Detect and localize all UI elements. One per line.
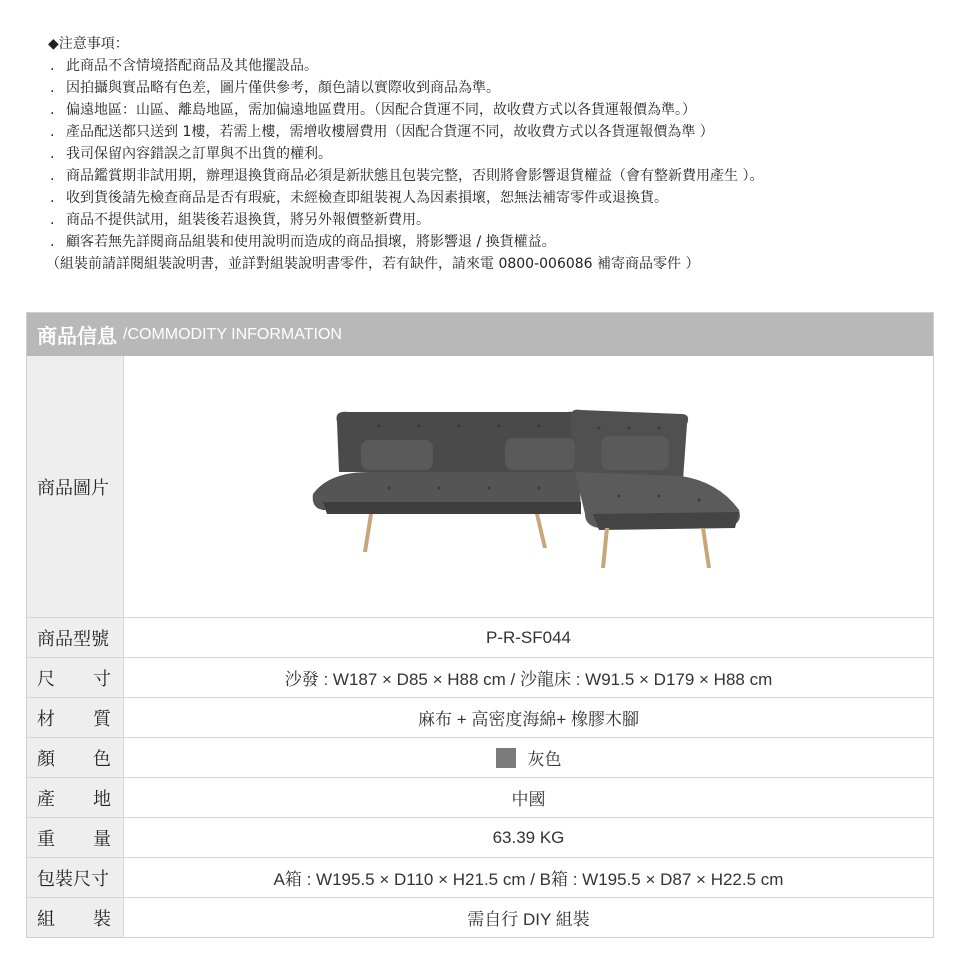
size-value: 沙發 : W187 × D85 × H88 cm / 沙龍床 : W91.5 × D179 × H88 cm (284, 670, 773, 689)
label-char: 寸 (93, 668, 111, 690)
note-text: 商品不提供試用，組裝後若退換貨，將另外報價整新費用。 (66, 212, 430, 228)
label-char: 地 (93, 788, 111, 810)
notes-title: ◆注意事項： (48, 36, 129, 52)
label-char: 量 (93, 828, 111, 850)
table-header (27, 313, 933, 356)
row-label: 商品型號 (27, 618, 124, 657)
list-item (48, 187, 948, 209)
list-item (48, 77, 948, 99)
model-value: P-R-SF044 (485, 627, 572, 647)
note-text: 收到貨後請先檢查商品是否有瑕疵，未經檢查即組裝視人為因素損壞，恕無法補寄零件或退換貨。 (66, 190, 668, 206)
table-row (27, 657, 933, 697)
row-label: 包裝尺寸 (27, 858, 124, 897)
table-row (27, 817, 933, 857)
list-item (48, 209, 948, 231)
note-text: 因拍攝與實品略有色差，圖片僅供參考，顏色請以實際收到商品為準。 (66, 80, 500, 96)
table-row (27, 617, 933, 657)
row-label (27, 898, 124, 937)
row-label (27, 738, 124, 777)
commodity-info-table (26, 312, 934, 938)
label-char: 顏 (37, 748, 55, 770)
bullet: . (50, 80, 55, 96)
label-char: 組 (37, 908, 55, 930)
cushion-left (361, 440, 433, 470)
product-image-cell (124, 356, 933, 617)
bullet: . (50, 190, 55, 206)
label-char: 重 (37, 828, 55, 850)
list-item (48, 165, 948, 187)
material-value: 麻布 + 高密度海綿+ 橡膠木腳 (417, 710, 640, 729)
list-item (48, 121, 948, 143)
note-text: 此商品不含情境搭配商品及其他擺設品。 (66, 58, 318, 74)
label-char: 質 (93, 708, 111, 730)
table-row (27, 737, 933, 777)
table-row (27, 697, 933, 737)
table-row (27, 356, 933, 617)
list-item (48, 231, 948, 253)
header-subtitle: /COMMODITY INFORMATION (123, 325, 342, 343)
color-value: 灰色 (527, 750, 562, 769)
row-label (27, 698, 124, 737)
note-text: 顧客若無先詳閱商品組裝和使用說明而造成的商品損壞，將影響退 / 換貨權益。 (66, 234, 556, 250)
bullet: . (50, 146, 55, 162)
color-value-cell (124, 738, 933, 777)
bullet: . (50, 124, 55, 140)
cushion-middle (505, 438, 575, 470)
bullet: . (50, 212, 55, 228)
bullet: . (50, 102, 55, 118)
product-image (309, 402, 749, 572)
label-char: 色 (93, 748, 111, 770)
list-item (48, 143, 948, 165)
row-label (27, 818, 124, 857)
table-row (27, 897, 933, 937)
note-text: 商品鑑賞期非試用期，辦理退換貨商品必須是新狀態且包裝完整，否則將會影響退貨權益（會有整新費用產生 ）。 (66, 168, 764, 184)
sofa-leg (363, 514, 373, 552)
notes-list (48, 55, 948, 253)
bullet: . (50, 234, 55, 250)
label-char: 尺 (37, 668, 55, 690)
sofa-seat-front (323, 502, 581, 514)
row-label: 商品圖片 (27, 356, 124, 617)
label-char: 產 (37, 788, 55, 810)
cushion-right (601, 436, 669, 470)
note-text: 偏遠地區：山區、離島地區，需加偏遠地區費用。（因配合貨運不同，故收費方式以各貨運報價為準。） (66, 102, 696, 118)
list-item (48, 55, 948, 77)
notes-section (48, 33, 948, 275)
package-value: A箱 : W195.5 × D110 × H21.5 cm / B箱 : W195.5 × D87 × H22.5 cm (273, 870, 784, 889)
sofa-leg (535, 514, 547, 548)
chaise-seat-front (593, 512, 739, 530)
label-char: 裝 (93, 908, 111, 930)
label-char: 材 (37, 708, 55, 730)
table-row (27, 777, 933, 817)
chaise-leg (601, 528, 609, 568)
origin-value: 中國 (511, 790, 546, 809)
weight-value: 63.39 KG (492, 827, 565, 847)
note-text: 產品配送都只送到 1樓，若需上樓，需增收樓層費用（因配合貨運不同，故收費方式以各貨運報價為準 ） (66, 124, 714, 140)
table-row (27, 857, 933, 897)
bullet: . (50, 168, 55, 184)
row-label (27, 658, 124, 697)
note-text: 我司保留內容錯誤之訂單與不出貨的權利。 (66, 146, 332, 162)
row-label (27, 778, 124, 817)
list-item (48, 99, 948, 121)
header-title: 商品信息 (37, 324, 117, 348)
chaise-leg (701, 528, 711, 568)
color-swatch (496, 748, 516, 768)
assembly-value: 需自行 DIY 組裝 (467, 910, 590, 929)
bullet: . (50, 58, 55, 74)
notes-footer: （組裝前請詳閱組裝說明書，並詳對組裝說明書零件，若有缺件，請來電 0800-006086 補寄商品零件 ） (46, 256, 700, 272)
